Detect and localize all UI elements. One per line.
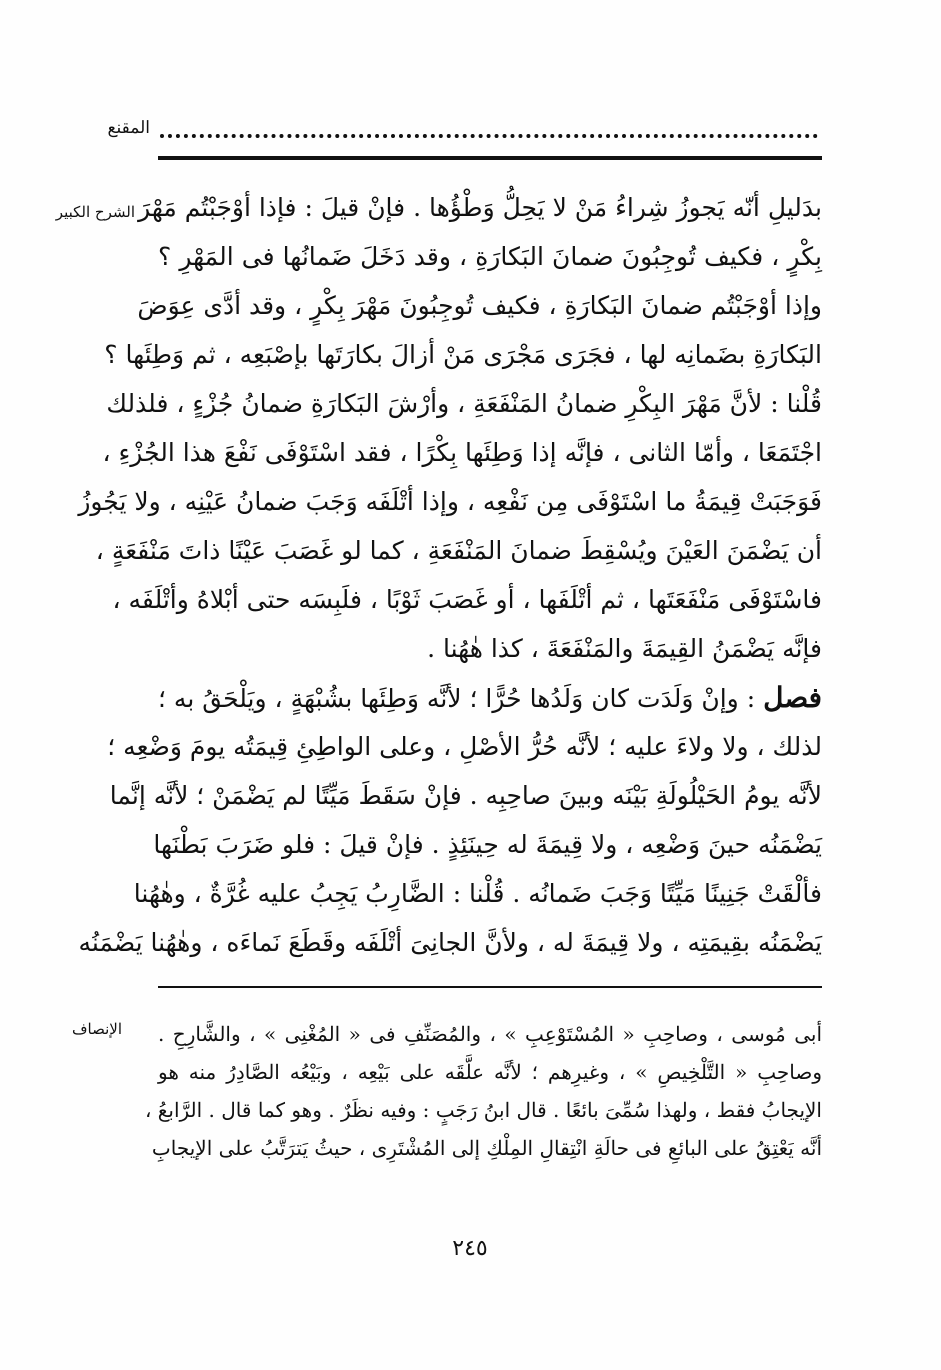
text-line: وإذا أوْجَبْتُم ضمانَ البَكارَةِ ، فكيف تُوجِبُونَ مَهْرَ بِكْرٍ ، وقد أدَّى عِوَضَ (137, 291, 822, 320)
side-label-insaf: الإنصاف (71, 1020, 122, 1038)
text-line: فاسْتَوْفَى مَنْفَعَتَها ، ثم أتْلَفَها ، أو غَصَبَ ثَوْبًا ، فلَبِسَه حتى أبْلاهُ وأتْلَفَه ، (112, 585, 822, 614)
footnote-line: وصاحِبِ « التَّلْخِيصِ » ، وغيرِهم ؛ لأنَّه علَّقَه على بَيْعِه ، وبَيْعُه الصَّادِرُ منه هو (158, 1060, 822, 1084)
text-line: لأنَّه يومُ الحَيْلُولَةِ بَيْنَه وبينَ صاحِبِه . فإنْ سَقَطَ مَيِّتًا لم يَضْمَنْ ؛ لأنَّه إنَّما (109, 781, 822, 810)
text-line: قُلْنا : لأنَّ مَهْرَ البِكْرِ ضمانُ المَنْفَعَةِ ، وأرْشَ البَكارَةِ ضمانُ جُزْءٍ ، فلذلك (106, 389, 822, 418)
text-line: البَكارَةِ بضَمانِه لها ، فجَرَى مَجْرَى مَنْ أزالَ بكارَتَها بإصْبَعِه ، ثم وَطِئَها ؟ (104, 340, 822, 369)
text-line: أن يَضْمَنَ العَيْنَ ويُسْقِطَ ضمانَ المَنْفَعَةِ ، كما لو غَصَبَ عَيْنًا ذاتَ مَنْفَعَةٍ ، (95, 536, 822, 565)
footnote-line: أنَّه يَعْتِقُ على البائعِ فى حالَةِ انْتِقالِ المِلْكِ إلى المُشْتَرِى ، حيثُ يَترَتَّبُ على الإيجابِ (151, 1136, 822, 1160)
text-line: بِكْرٍ ، فكيف تُوجِبُونَ ضمانَ البَكارَةِ ، وقد دَخَلَ ضَمانُها فى المَهْرِ ؟ (158, 242, 822, 271)
text-line: فألْقَتْ جَنِينًا مَيِّتًا وَجَبَ ضَمانُه . قُلْنا : الضَّارِبُ يَجِبُ عليه غُرَّةٌ ، وهٰهُنا (133, 879, 822, 908)
header-rule (158, 156, 822, 160)
header-dotted-rule (160, 122, 818, 138)
footnote-text (144, 1015, 822, 1167)
text-line: فإنَّه يَضْمَنُ القِيمَةَ والمَنْفَعَةَ ، كذا هٰهُنا . (427, 634, 822, 663)
page-number: ٢٤٥ (452, 1236, 488, 1261)
footnote-rule (158, 986, 822, 988)
text-line: لذلك ، ولا ولاءَ عليه ؛ لأنَّه حُرُّ الأصْلِ ، وعلى الواطِئِ قِيمَتُه يومَ وَضْعِه ؛ (107, 732, 822, 761)
footnote-line: الإيجابُ فقط ، ولهذا سُمِّىَ بائعًا . قال ابنُ رَجَبٍ : وفيه نظَرٌ . وهو كما قال . الرَّابعُ ، (144, 1098, 822, 1122)
fasl-heading: فصل (763, 681, 823, 714)
fasl-line (158, 673, 822, 722)
fasl-text: : وإنْ وَلَدَت كان وَلَدُها حُرًّا ؛ لأنَّه وَطِئَها بشُبْهَةٍ ، ويَلْحَقُ به ؛ (158, 684, 756, 713)
text-line: فَوَجَبَتْ قِيمَةُ ما اسْتَوْفَى مِن نَفْعِه ، وإذا أتْلَفَه وَجَبَ ضمانُ عَيْنِه ، ولا يَجُوزُ (78, 487, 822, 516)
header-label: المقنع (107, 118, 150, 138)
text-line: بدَليلِ أنّه يَجوزُ شِراءُ مَنْ لا يَحِلُّ وَطْؤُها . فإنْ قيلَ : فإذا أوْجَبْتُم مَهْرَ (138, 193, 822, 222)
footnote-line: أبى مُوسى ، وصاحِبِ « المُسْتَوْعِبِ » ، والمُصَنِّفِ فى « المُغْنِى » ، والشَّارِحِ . (158, 1022, 822, 1046)
side-label-sharh: الشرح الكبير (55, 203, 135, 221)
text-line: اجْتَمَعَا ، وأمّا الثانى ، فإنَّه إذا وَطِئَها بِكْرًا ، فقد اسْتَوْفَى نَفْعَ هذا الجُزْءِ ، (102, 438, 822, 467)
text-line: يَضْمَنُه بقِيمَتِه ، ولا قِيمَةَ له ، ولأنَّ الجانِىَ أتْلَفَه وقَطَعَ نَماءَه ، وهٰهُنا يَضْمَنُه (78, 928, 822, 957)
text-line: يَضْمَنُه حينَ وَضْعِه ، ولا قِيمَةَ له حِينَئِذٍ . فإنْ قيلَ : فلو ضَرَبَ بَطْنَها (153, 830, 822, 859)
